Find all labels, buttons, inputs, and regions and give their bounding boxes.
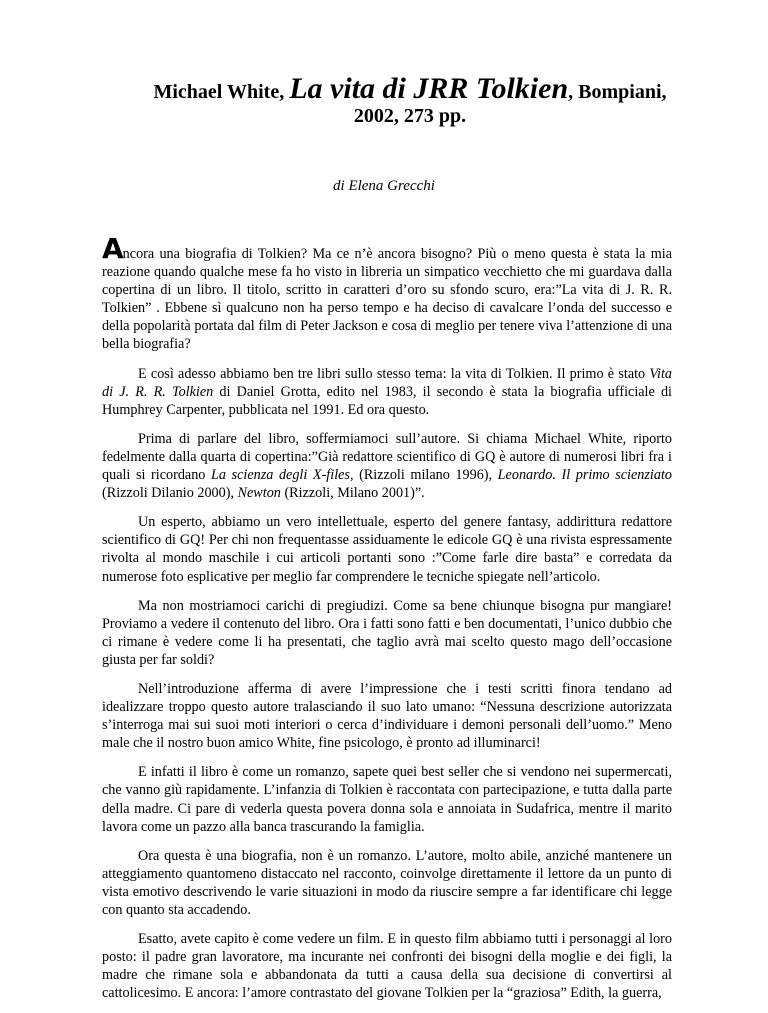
book-title: La vita di JRR Tolkien <box>289 72 569 105</box>
title-line-1 <box>100 74 720 104</box>
byline: di Elena Grecchi <box>333 178 435 194</box>
review-title <box>100 74 720 126</box>
book-reference: La scienza degli X-files <box>211 467 350 484</box>
paragraph-1: Ancora una biografia di Tolkien? Ma ce n’è ancora bisogno? Più o meno questa è stata la mia reazione quando qualche mese fa ho visto in libreria un simpatico vecchietto che mi guardava dalla copertina di un libro. Il titolo, scritto in caratteri d’oro su sfondo scuro, era:”La vita di J. R. R. Tolkien” . Ebbene sì qualcuno non ha perso tempo e ha deciso di cavalcare l’onda del successo e della popolarità portata dal film di Peter Jackson e cosa di meglio per tenere viva l’attenzione di una bella biografia? <box>102 232 672 353</box>
drop-cap: A <box>102 232 123 265</box>
paragraph-5: Ma non mostriamoci carichi di pregiudizi. Come sa bene chiunque bisogna pur mangiare! Proviamo a vedere il contenuto del libro. Ora i fatti sono fatti e ben documentati, l’unico dubbio che ci rimane è vedere come li ha presentati, che taglio avrà mai scelto questo mago dell’occasione giusta per far soldi? <box>102 597 672 668</box>
paragraph-6: Nell’introduzione afferma di avere l’impressione che i testi scritti finora tendano ad idealizzare troppo questo autore tralasciando il suo lato umano: “Nessuna descrizione autorizzata s’interroga mai sui suoi moti interiori o cerca d’individuare i demoni personali dell’uomo.” Meno male che il nostro buon amico White, fine psicologo, è pronto ad illuminarci! <box>102 680 672 752</box>
book-author: Michael White, <box>153 81 285 103</box>
title-line-2: 2002, 273 pp. <box>353 105 467 127</box>
paragraph-4: Un esperto, abbiamo un vero intellettuale, esperto del genere fantasy, addirittura redattore scientifico di GQ! Per chi non frequentasse assiduamente le edicole GQ è una rivista espressamente rivolta al mondo maschile i cui articoli portanti sono :”Come farle dire basta” e corredata da numerose foto esplicative per meglio far comprendere le tecniche spiegate nell’articolo. <box>102 514 672 585</box>
paragraph-8: Ora questa è una biografia, non è un romanzo. L’autore, molto abile, anziché mantenere un atteggiamento quantomeno distaccato nel racconto, coinvolge direttamente il lettore da un punto di vista emotivo descrivendo le varie situazioni in modo da riuscire sempre a far identificare chi legge con quanto sta accadendo. <box>102 847 672 918</box>
paragraph-7: E infatti il libro è come un romanzo, sapete quei best seller che si vendono nei supermercati, che vanno giù rapidamente. L’infanzia di Tolkien è raccontata con partecipazione, e tutta dalla parte della madre. Ci pare di vederla questa povera donna sola e annoiata in Sudafrica, mentre il marito lavora come un pazzo alla banca trascurando la famiglia. <box>102 764 672 835</box>
article-body <box>102 232 673 1013</box>
paragraph-9: Esatto, avete capito è come vedere un film. E in questo film abbiamo tutti i personaggi al loro posto: il padre gran lavoratore, ma incurante nei confronti dei bisogni della moglie e dei figli, la madre che rimane sola e abbandonata da tutti a causa della sua decisione di convertirsi al cattolicesimo. E ancora: l’amore contrastato del giovane Tolkien per la “graziosa” Edith, la guerra, <box>102 931 672 1002</box>
paragraph-2: E così adesso abbiamo ben tre libri sullo stesso tema: la vita di Tolkien. Il primo è stato Vita di J. R. R. Tolkien di Daniel Grotta, edito nel 1983, il secondo è stata la biografia ufficiale di Humphrey Carpenter, pubblicata nel 1991. Ed ora questo. <box>102 365 673 418</box>
book-publisher: , Bompiani, <box>568 81 667 103</box>
paragraph-3: Prima di parlare del libro, soffermiamoci sull’autore. Si chiama Michael White, riporto fedelmente dalla quarta di copertina:”Già redattore scientifico di GQ è autore di numerosi libri fra i quali si ricordano La scienza degli X-files, (Rizzoli milano 1996), Leonardo. Il primo scienziato (Rizzoli Dilanio 2000), Newton (Rizzoli, Milano 2001)”. <box>102 430 672 502</box>
book-reference: Vita di J. R. R. Tolkien <box>102 365 672 400</box>
book-reference: Newton <box>237 485 281 502</box>
book-reference: Leonardo. Il primo scienziato <box>497 467 672 484</box>
